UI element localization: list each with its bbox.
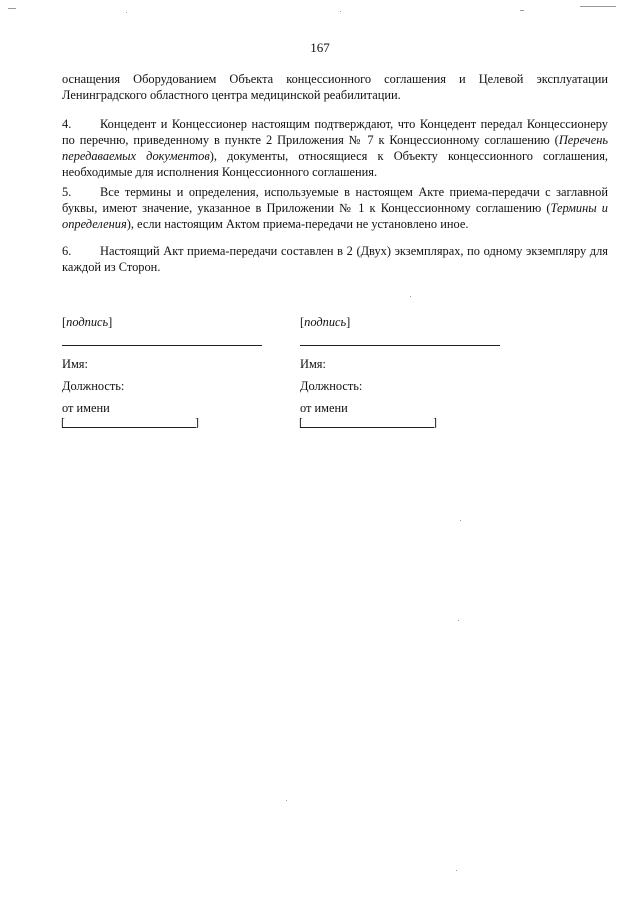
position-label: Должность: [300, 379, 363, 393]
bracket-close: ] [108, 315, 113, 329]
paragraph-text: Все термины и определения, используемые в настоящем Акте приема-передачи с заглавной буквы, имеют значение, указанное в Приложении № 1 к Концессионному соглашению ( [62, 185, 608, 215]
placeholder-bracket-close: ] [433, 415, 437, 429]
party-name-placeholder [61, 415, 199, 429]
scan-speck [126, 12, 127, 13]
scan-speck [340, 11, 341, 12]
scan-speck [458, 620, 459, 621]
signature-label [300, 314, 530, 330]
signature-block-left [62, 314, 292, 428]
placeholder-bracket-open: [ [61, 415, 65, 429]
bracket-open: [ [62, 315, 67, 329]
placeholder-bracket-open: [ [299, 415, 303, 429]
paragraph-italic-term: Перечень передаваемых документов [62, 133, 608, 163]
bracket-close: ] [346, 315, 351, 329]
on-behalf-label: от имени [62, 401, 110, 415]
paragraph-number: 5. [62, 185, 72, 199]
signature-block-right [300, 314, 530, 428]
page-number: 167 [310, 40, 330, 55]
paragraph-text: Концедент и Концессионер настоящим подтверждают, что Концедент передал Концессионеру по перечню, приведенному в пункте 2 Приложения № 7 к Концессионному соглашению ( [62, 117, 608, 147]
scan-speck [520, 10, 524, 11]
paragraph-text: Настоящий Акт приема-передачи составлен в 2 (Двух) экземплярах, по одному экземпляру для каждой из Сторон. [62, 244, 608, 274]
paragraph-text: оснащения Оборудованием Объекта концессионного соглашения и Целевой эксплуатации Ленинградского областного центра медицинской реабилитации. [62, 72, 608, 102]
on-behalf-label: от имени [300, 401, 348, 415]
bracket-open: [ [300, 315, 305, 329]
signature-label-text: подпись [66, 315, 109, 329]
name-label: Имя: [300, 357, 326, 371]
scan-speck [286, 800, 287, 801]
scan-speck [580, 6, 616, 7]
placeholder-bracket-close: ] [195, 415, 199, 429]
paragraph-number: 6. [62, 244, 72, 258]
paragraph-italic-term: Термины и определения [62, 201, 608, 231]
scan-speck [456, 870, 457, 871]
signature-label [62, 314, 292, 330]
paragraph-continuation [62, 71, 608, 103]
scan-speck [8, 8, 16, 9]
signature-line [300, 345, 500, 346]
paragraph-text: ), документы, относящиеся к Объекту концессионного соглашения, необходимые для исполнения Концессионного соглашения. [62, 149, 608, 179]
position-label: Должность: [62, 379, 125, 393]
signature-line [62, 345, 262, 346]
paragraph-text: ), если настоящим Актом приема-передачи не установлено иное. [126, 217, 469, 231]
name-label: Имя: [62, 357, 88, 371]
party-name-placeholder [299, 415, 437, 429]
paragraph-6 [62, 243, 608, 275]
paragraph-number: 4. [62, 117, 72, 131]
scan-speck [460, 520, 461, 521]
paragraph-4 [62, 116, 608, 180]
paragraph-5 [62, 184, 608, 232]
signature-label-text: подпись [304, 315, 347, 329]
scan-speck [410, 296, 411, 297]
